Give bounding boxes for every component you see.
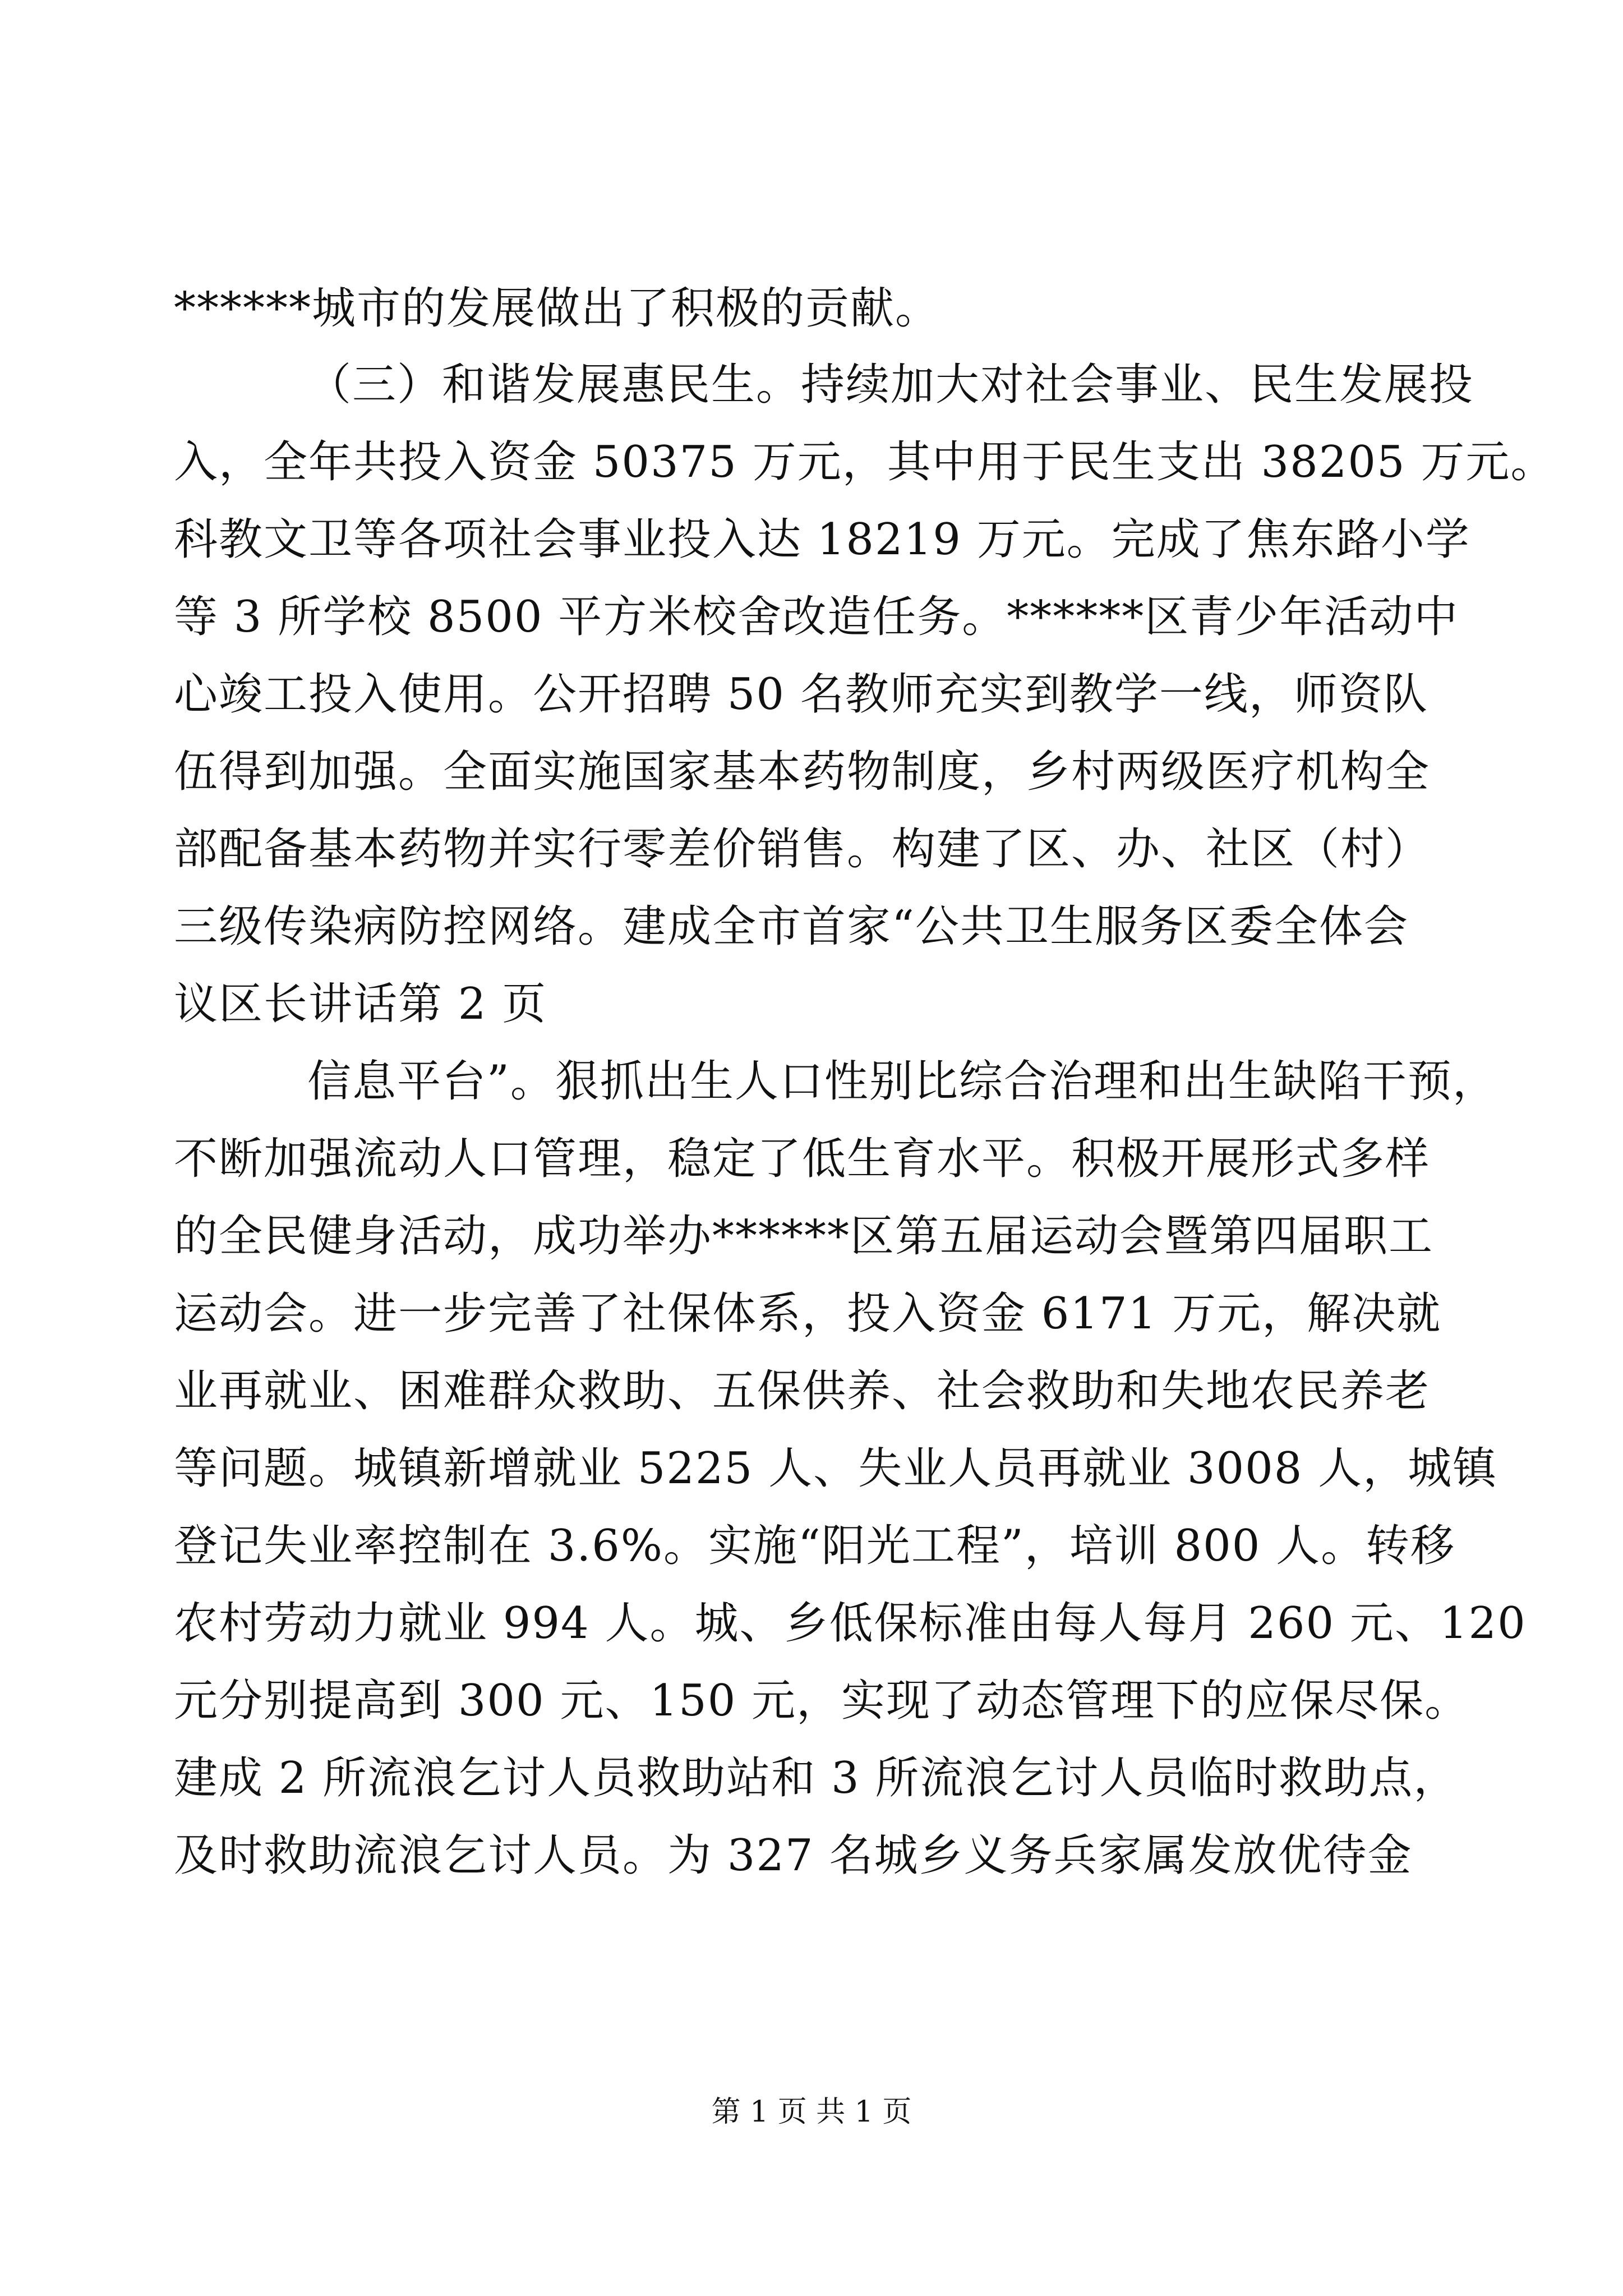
text-line: 建成 2 所流浪乞讨人员救助站和 3 所流浪乞讨人员临时救助点， [174,1753,1459,1803]
text-line: 伍得到加强。全面实施国家基本药物制度，乡村两级医疗机构全 [174,747,1431,797]
text-line: 运动会。进一步完善了社保体系，投入资金 6171 万元，解决就 [174,1289,1442,1339]
page-number-footer: 第 1 页 共 1 页 [711,2095,912,2129]
text-line: 议区长讲话第 2 页 [174,979,547,1029]
text-line: 三级传染病防控网络。建成全市首家“公共卫生服务区委全体会 [174,901,1409,952]
text-line: 及时救助流浪乞讨人员。为 327 名城乡义务兵家属发放优待金 [174,1830,1413,1881]
text-line: ******城市的发展做出了积极的贡献。 [174,283,940,334]
text-line: 业再就业、困难群众救助、五保供养、社会救助和失地农民养老 [174,1366,1431,1416]
text-line: 等 3 所学校 8500 平方米校舍改造任务。******区青少年活动中 [174,592,1459,642]
text-line: 等问题。城镇新增就业 5225 人、失业人员再就业 3008 人，城镇 [174,1443,1498,1494]
text-line: 的全民健身活动，成功举办******区第五届运动会暨第四届职工 [174,1211,1434,1262]
text-line: 农村劳动力就业 994 人。城、乡低保标准由每人每月 260 元、120 [174,1598,1527,1649]
text-line: 心竣工投入使用。公开招聘 50 名教师充实到教学一线，师资队 [174,669,1428,720]
section-heading-line: （三）和谐发展惠民生。持续加大对社会事业、民生发展投 [307,360,1474,410]
text-line: 部配备基本药物并实行零差价销售。构建了区、办、社区（村） [174,824,1431,875]
text-line: 元分别提高到 300 元、150 元，实现了动态管理下的应保尽保。 [174,1676,1470,1726]
text-line: 入，全年共投入资金 50375 万元，其中用于民生支出 38205 万元。 [174,437,1556,487]
text-line: 不断加强流动人口管理，稳定了低生育水平。积极开展形式多样 [174,1134,1431,1184]
text-line: 科教文卫等各项社会事业投入达 18219 万元。完成了焦东路小学 [174,514,1470,565]
text-line: 登记失业率控制在 3.6%。实施“阳光工程”，培训 800 人。转移 [174,1521,1456,1571]
text-line: 信息平台”。狠抓出生人口性别比综合治理和出生缺陷干预， [307,1056,1497,1107]
